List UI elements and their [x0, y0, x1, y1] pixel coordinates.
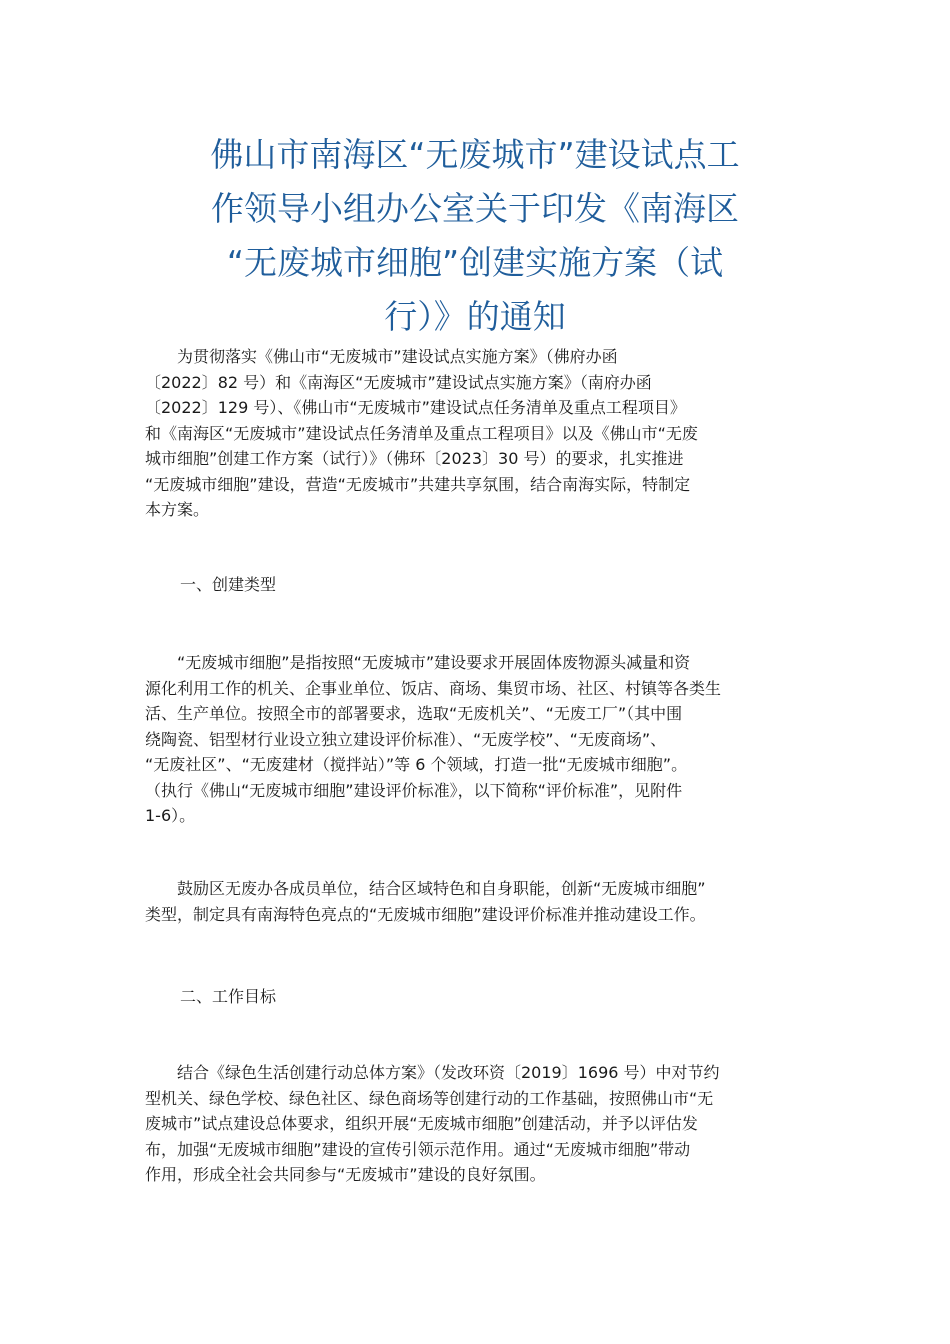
text-line: 源化利用工作的机关、企事业单位、饭店、商场、集贸市场、社区、村镇等各类生 [145, 678, 722, 698]
text-line: 布，加强“无废城市细胞”建设的宣传引领示范作用。通过“无废城市细胞”带动 [145, 1139, 691, 1159]
text-line: 〔2022〕129 号）、《佛山市“无废城市”建设试点任务清单及重点工程项目》 [145, 398, 686, 417]
title-line: “无废城市细胞”创建实施方案（试 [226, 243, 724, 282]
section1-paragraph-1 [145, 650, 805, 829]
title-line: 行）》的通知 [384, 297, 566, 336]
text-line: （执行《佛山“无废城市细胞”建设评价标准》，以下简称“评价标准”，见附件 [145, 780, 683, 800]
title-line: 佛山市南海区“无废城市”建设试点工 [210, 135, 740, 174]
section2-paragraph-1 [145, 1060, 805, 1188]
section1-paragraph-2 [145, 876, 805, 927]
text-line: 活、生产单位。按照全市的部署要求，选取“无废机关”、“无废工厂”（其中围 [145, 704, 683, 723]
text-line: 结合《绿色生活创建行动总体方案》（发改环资〔2019〕1696 号）中对节约 [145, 1063, 720, 1082]
text-line: 类型，制定具有南海特色亮点的“无废城市细胞”建设评价标准并推动建设工作。 [145, 904, 706, 924]
title-line: 作领导小组办公室关于印发《南海区 [211, 189, 739, 228]
text-line: 和《南海区“无废城市”建设试点任务清单及重点工程项目》以及《佛山市“无废 [145, 423, 698, 443]
text-line: “无废城市细胞”是指按照“无废城市”建设要求开展固体废物源头减量和资 [145, 653, 691, 672]
text-line: 作用，形成全社会共同参与“无废城市”建设的良好氛围。 [145, 1165, 546, 1184]
text-line: 本方案。 [145, 500, 210, 519]
text-line: 鼓励区无废办各成员单位，结合区域特色和自身职能，创新“无废城市细胞” [145, 879, 706, 898]
text-line: 为贯彻落实《佛山市“无废城市”建设试点实施方案》（佛府办函 [145, 347, 618, 366]
text-line: “无废社区”、“无废建材（搅拌站）”等 6 个领域，打造一批“无废城市细胞”。 [145, 755, 688, 774]
text-line: “无废城市细胞”建设，营造“无废城市”共建共享氛围，结合南海实际，特制定 [145, 474, 691, 494]
text-line: 1-6）。 [145, 806, 196, 825]
document-title [150, 128, 800, 344]
text-line: 型机关、绿色学校、绿色社区、绿色商场等创建行动的工作基础，按照佛山市“无 [145, 1088, 714, 1108]
text-line: 绕陶瓷、铝型材行业设立独立建设评价标准）、“无废学校”、“无废商场”、 [145, 729, 667, 749]
intro-paragraph [145, 344, 805, 523]
section-heading-1: 一、创建类型 [180, 575, 277, 594]
text-line: 〔2022〕82 号）和《南海区“无废城市”建设试点实施方案》（南府办函 [145, 372, 652, 392]
section-heading-2: 二、工作目标 [180, 987, 277, 1006]
text-line: 城市细胞”创建工作方案（试行）》（佛环〔2023〕30 号）的要求，扎实推进 [145, 449, 684, 468]
text-line: 废城市”试点建设总体要求，组织开展“无废城市细胞”创建活动，并予以评估发 [145, 1114, 698, 1133]
